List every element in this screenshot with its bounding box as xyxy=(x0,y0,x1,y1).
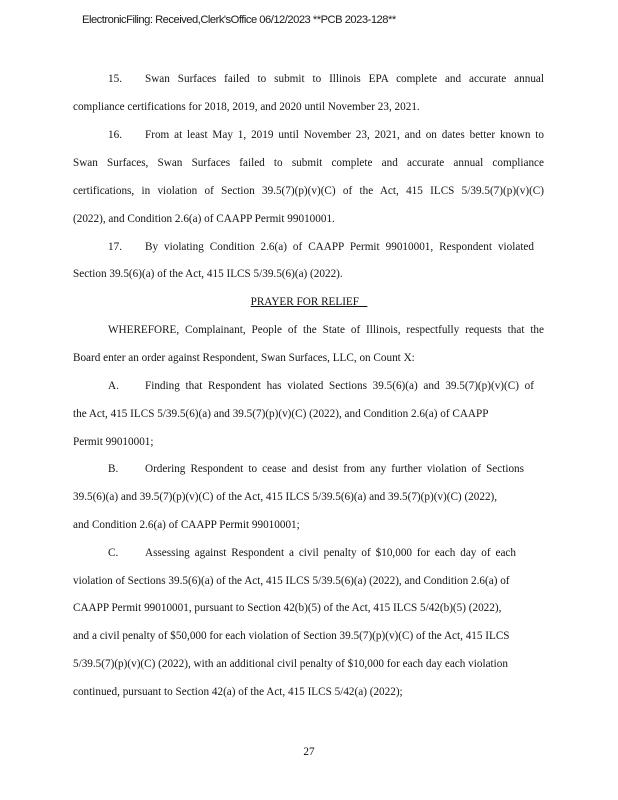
item-c-line-2: violation of Sections 39.5(6)(a) of the Act, 415 ILCS 5/39.5(6)(a) (2022), and Condition 2.6(a) of xyxy=(73,575,510,587)
item-c-line-3: CAAPP Permit 99010001, pursuant to Section 42(b)(5) of the Act, 415 ILCS 5/42(b)(5) (2022), xyxy=(73,602,502,614)
item-c-line-1: Assessing against Respondent a civil penalty of $10,000 for each day of each xyxy=(145,547,516,559)
paragraph-16-line-3: certifications, in violation of Section 39.5(7)(p)(v)(C) of the Act, 415 ILCS 5/39.5(7)(p)(v)(C) xyxy=(73,185,544,197)
item-c-line-6: continued, pursuant to Section 42(a) of the Act, 415 ILCS 5/42(a) (2022); xyxy=(73,686,403,698)
item-b-letter: B. xyxy=(108,463,119,475)
item-a-line-3: Permit 99010001; xyxy=(73,436,154,448)
paragraph-17-line-2: Section 39.5(6)(a) of the Act, 415 ILCS 5/39.5(6)(a) (2022). xyxy=(73,268,343,280)
page-number: 27 xyxy=(303,746,315,758)
paragraph-16-line-2: Swan Surfaces, Swan Surfaces failed to submit complete and accurate annual compliance xyxy=(73,157,544,169)
item-a-letter: A. xyxy=(108,380,119,392)
item-b-line-1: Ordering Respondent to cease and desist from any further violation of Sections xyxy=(145,463,524,475)
item-c-line-4: and a civil penalty of $50,000 for each violation of Section 39.5(7)(p)(v)(C) of the Act, 415 ILCS xyxy=(73,630,510,642)
item-c-line-5: 5/39.5(7)(p)(v)(C) (2022), with an additional civil penalty of $10,000 for each day each violation xyxy=(73,658,508,670)
paragraph-15-line-1: Swan Surfaces failed to submit to Illinois EPA complete and accurate annual xyxy=(145,73,544,85)
wherefore-line-2: Board enter an order against Respondent, Swan Surfaces, LLC, on Count X: xyxy=(73,352,415,364)
paragraph-15-number: 15. xyxy=(108,73,122,85)
item-c-letter: C. xyxy=(108,547,119,559)
paragraph-17-line-1: By violating Condition 2.6(a) of CAAPP Permit 99010001, Respondent violated xyxy=(145,241,534,253)
paragraph-16-line-1: From at least May 1, 2019 until November 23, 2021, and on dates better known to xyxy=(145,129,544,141)
paragraph-16-line-4: (2022), and Condition 2.6(a) of CAAPP Permit 99010001. xyxy=(73,213,335,225)
wherefore-line-1: WHEREFORE, Complainant, People of the State of Illinois, respectfully requests that the xyxy=(108,324,544,336)
filing-header: ElectronicFiling: Received,Clerk'sOffice 06/12/2023 **PCB 2023-128** xyxy=(82,14,396,26)
item-b-line-3: and Condition 2.6(a) of CAAPP Permit 99010001; xyxy=(73,519,300,531)
prayer-for-relief-heading: PRAYER FOR RELIEF xyxy=(250,296,368,308)
paragraph-17-number: 17. xyxy=(108,241,122,253)
paragraph-16-number: 16. xyxy=(108,129,122,141)
paragraph-15-line-2: compliance certifications for 2018, 2019, and 2020 until November 23, 2021. xyxy=(73,101,420,113)
item-b-line-2: 39.5(6)(a) and 39.5(7)(p)(v)(C) of the Act, 415 ILCS 5/39.5(6)(a) and 39.5(7)(p)(v)(C) (2022), xyxy=(73,491,498,503)
item-a-line-2: the Act, 415 ILCS 5/39.5(6)(a) and 39.5(7)(p)(v)(C) (2022), and Condition 2.6(a) of CAAPP xyxy=(73,408,489,420)
item-a-line-1: Finding that Respondent has violated Sections 39.5(6)(a) and 39.5(7)(p)(v)(C) of xyxy=(145,380,534,392)
